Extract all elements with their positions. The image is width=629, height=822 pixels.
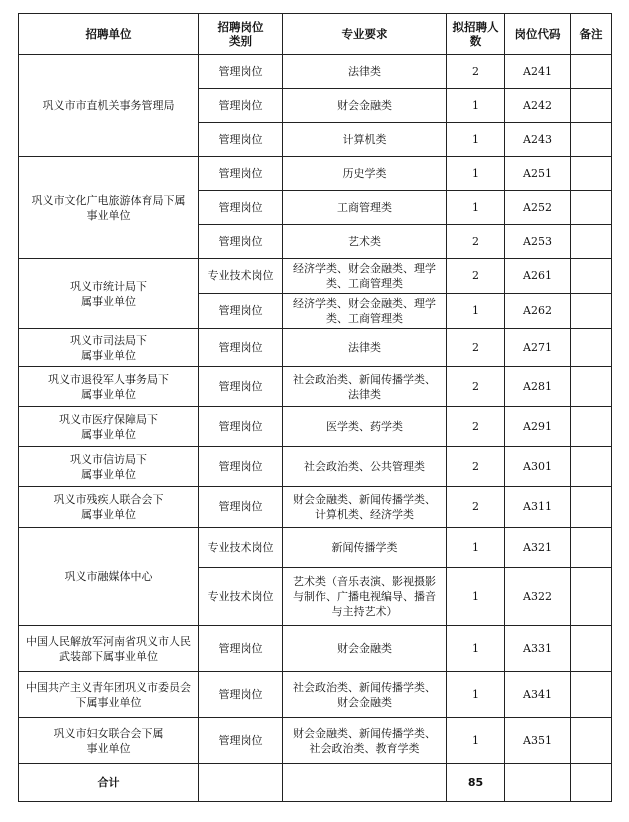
count-cell: 1 [447, 89, 505, 123]
category-cell: 管理岗位 [199, 447, 283, 487]
unit-name-cell: 巩义市妇女联合会下属事业单位 [19, 718, 199, 764]
count-cell: 2 [447, 225, 505, 259]
table-row [19, 157, 612, 191]
count-cell: 2 [447, 55, 505, 89]
requirement-cell: 艺术类（音乐表演、影视摄影与制作、广播电视编导、播音与主持艺术） [283, 568, 447, 626]
total-empty-cell [199, 764, 283, 802]
unit-name-cell: 巩义市司法局下属事业单位 [19, 329, 199, 367]
table-row [19, 672, 612, 718]
category-cell: 专业技术岗位 [199, 259, 283, 294]
total-row [19, 764, 612, 802]
unit-name-cell: 巩义市信访局下属事业单位 [19, 447, 199, 487]
table-row [19, 447, 612, 487]
note-cell [571, 191, 612, 225]
note-cell [571, 528, 612, 568]
requirement-cell: 财会金融类 [283, 626, 447, 672]
note-cell [571, 55, 612, 89]
header-row [19, 14, 612, 55]
category-cell: 专业技术岗位 [199, 528, 283, 568]
count-cell: 1 [447, 294, 505, 329]
code-cell: A253 [505, 225, 571, 259]
code-cell: A241 [505, 55, 571, 89]
count-cell: 2 [447, 447, 505, 487]
note-cell [571, 718, 612, 764]
unit-name-cell: 巩义市医疗保障局下属事业单位 [19, 407, 199, 447]
header-code: 岗位代码 [505, 14, 571, 55]
table-row [19, 55, 612, 89]
count-cell: 1 [447, 672, 505, 718]
category-cell: 管理岗位 [199, 123, 283, 157]
count-cell: 1 [447, 191, 505, 225]
note-cell [571, 447, 612, 487]
category-cell: 管理岗位 [199, 157, 283, 191]
code-cell: A251 [505, 157, 571, 191]
category-cell: 管理岗位 [199, 55, 283, 89]
requirement-cell: 艺术类 [283, 225, 447, 259]
note-cell [571, 89, 612, 123]
requirement-cell: 医学类、药学类 [283, 407, 447, 447]
code-cell: A291 [505, 407, 571, 447]
requirement-cell: 财会金融类 [283, 89, 447, 123]
count-cell: 2 [447, 329, 505, 367]
code-cell: A301 [505, 447, 571, 487]
code-cell: A321 [505, 528, 571, 568]
count-cell: 2 [447, 407, 505, 447]
table-row [19, 718, 612, 764]
header-count: 拟招聘人数 [447, 14, 505, 55]
note-cell [571, 487, 612, 528]
count-cell: 2 [447, 487, 505, 528]
count-cell: 2 [447, 367, 505, 407]
count-cell: 1 [447, 568, 505, 626]
table-row [19, 528, 612, 568]
table-row [19, 367, 612, 407]
unit-name-cell: 中国共产主义青年团巩义市委员会下属事业单位 [19, 672, 199, 718]
code-cell: A271 [505, 329, 571, 367]
category-cell: 管理岗位 [199, 329, 283, 367]
table-row [19, 329, 612, 367]
category-cell: 管理岗位 [199, 626, 283, 672]
requirement-cell: 财会金融类、新闻传播学类、社会政治类、教育学类 [283, 718, 447, 764]
count-cell: 1 [447, 626, 505, 672]
unit-name-cell: 巩义市残疾人联合会下属事业单位 [19, 487, 199, 528]
category-cell: 管理岗位 [199, 191, 283, 225]
note-cell [571, 225, 612, 259]
unit-name-cell: 中国人民解放军河南省巩义市人民武装部下属事业单位 [19, 626, 199, 672]
category-cell: 管理岗位 [199, 367, 283, 407]
code-cell: A351 [505, 718, 571, 764]
requirement-cell: 经济学类、财会金融类、理学类、工商管理类 [283, 259, 447, 294]
total-label: 合计 [19, 764, 199, 802]
unit-name-cell: 巩义市市直机关事务管理局 [19, 55, 199, 157]
requirement-cell: 社会政治类、新闻传播学类、法律类 [283, 367, 447, 407]
count-cell: 1 [447, 718, 505, 764]
unit-name-cell: 巩义市文化广电旅游体育局下属事业单位 [19, 157, 199, 259]
total-empty-cell [505, 764, 571, 802]
count-cell: 1 [447, 528, 505, 568]
note-cell [571, 157, 612, 191]
category-cell: 管理岗位 [199, 225, 283, 259]
category-cell: 管理岗位 [199, 407, 283, 447]
total-empty-cell [571, 764, 612, 802]
category-cell: 专业技术岗位 [199, 568, 283, 626]
category-cell: 管理岗位 [199, 89, 283, 123]
requirement-cell: 经济学类、财会金融类、理学类、工商管理类 [283, 294, 447, 329]
note-cell [571, 123, 612, 157]
requirement-cell: 历史学类 [283, 157, 447, 191]
requirement-cell: 社会政治类、新闻传播学类、财会金融类 [283, 672, 447, 718]
count-cell: 1 [447, 157, 505, 191]
requirement-cell: 新闻传播学类 [283, 528, 447, 568]
recruitment-table [18, 13, 612, 802]
code-cell: A261 [505, 259, 571, 294]
unit-name-cell: 巩义市统计局下属事业单位 [19, 259, 199, 329]
code-cell: A341 [505, 672, 571, 718]
total-count: 85 [447, 764, 505, 802]
code-cell: A252 [505, 191, 571, 225]
note-cell [571, 294, 612, 329]
header-category: 招聘岗位类别 [199, 14, 283, 55]
note-cell [571, 259, 612, 294]
note-cell [571, 407, 612, 447]
table-row [19, 259, 612, 294]
category-cell: 管理岗位 [199, 672, 283, 718]
code-cell: A322 [505, 568, 571, 626]
note-cell [571, 672, 612, 718]
header-unit: 招聘单位 [19, 14, 199, 55]
code-cell: A243 [505, 123, 571, 157]
note-cell [571, 329, 612, 367]
requirement-cell: 计算机类 [283, 123, 447, 157]
table-row [19, 487, 612, 528]
note-cell [571, 626, 612, 672]
code-cell: A262 [505, 294, 571, 329]
category-cell: 管理岗位 [199, 294, 283, 329]
code-cell: A281 [505, 367, 571, 407]
code-cell: A242 [505, 89, 571, 123]
note-cell [571, 568, 612, 626]
requirement-cell: 法律类 [283, 329, 447, 367]
category-cell: 管理岗位 [199, 487, 283, 528]
category-cell: 管理岗位 [199, 718, 283, 764]
requirement-cell: 财会金融类、新闻传播学类、计算机类、经济学类 [283, 487, 447, 528]
code-cell: A311 [505, 487, 571, 528]
requirement-cell: 法律类 [283, 55, 447, 89]
table-row [19, 626, 612, 672]
requirement-cell: 工商管理类 [283, 191, 447, 225]
unit-name-cell: 巩义市融媒体中心 [19, 528, 199, 626]
requirement-cell: 社会政治类、公共管理类 [283, 447, 447, 487]
count-cell: 1 [447, 123, 505, 157]
unit-name-cell: 巩义市退役军人事务局下属事业单位 [19, 367, 199, 407]
code-cell: A331 [505, 626, 571, 672]
total-empty-cell [283, 764, 447, 802]
table-row [19, 407, 612, 447]
count-cell: 2 [447, 259, 505, 294]
header-note: 备注 [571, 14, 612, 55]
note-cell [571, 367, 612, 407]
header-requirement: 专业要求 [283, 14, 447, 55]
